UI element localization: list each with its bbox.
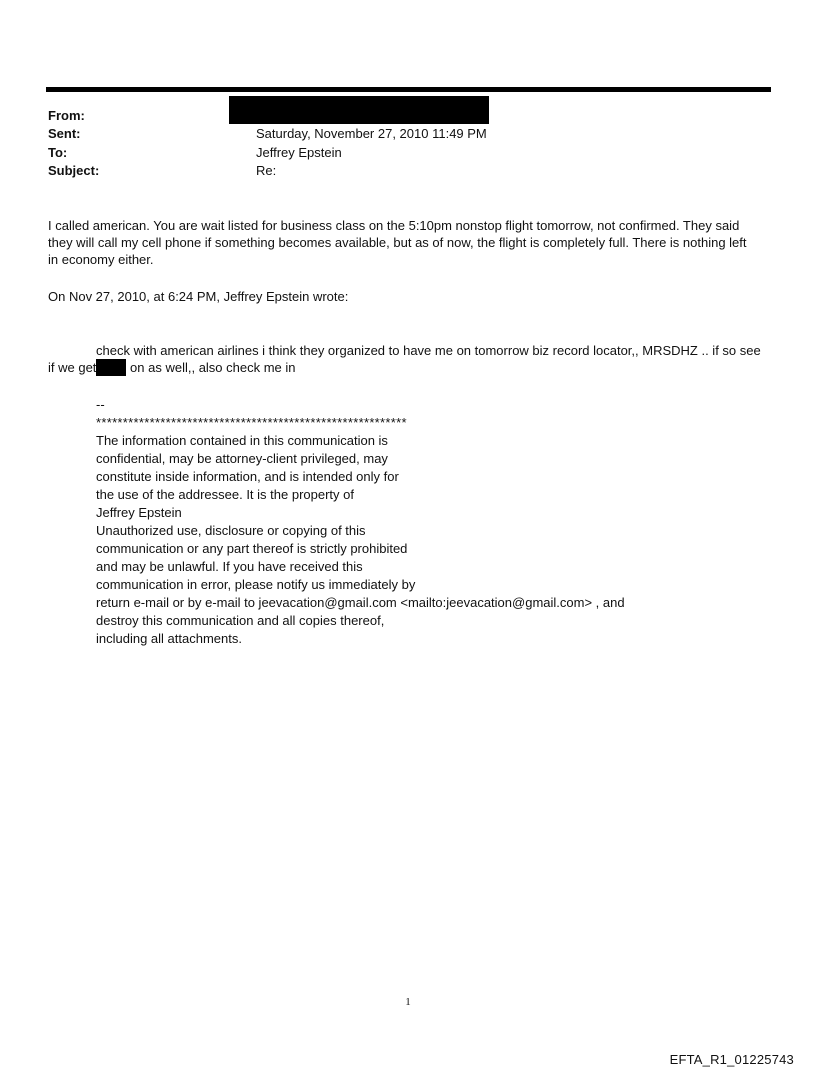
message-body: I called american. You are wait listed for business class on the 5:10pm nonstop flight tomorrow, not confirmed. They said they will call my cell phone if something becomes available, but as of now, the flight is completely full. There is nothing left in economy either. — [48, 218, 747, 267]
disclaimer-line: Jeffrey Epstein — [96, 505, 182, 520]
sent-value: Saturday, November 27, 2010 11:49 PM — [256, 126, 487, 141]
subject-value: Re: — [256, 163, 277, 178]
signature-stars: ********************************************************** — [96, 415, 407, 430]
disclaimer-line: including all attachments. — [96, 631, 242, 646]
from-redaction — [229, 96, 489, 124]
disclaimer-line: return e-mail or by e-mail to jeevacation@gmail.com <mailto:jeevacation@gmail.com> , and — [96, 595, 625, 610]
disclaimer-line: the use of the addressee. It is the property of — [96, 487, 354, 502]
quoted-text-part1: check with american airlines i think they organized to have me on tomorrow biz record locator,, MRSDHZ .. if so see if we get — [48, 343, 761, 375]
quoted-message — [48, 342, 763, 376]
subject-label: Subject: — [48, 163, 100, 178]
header-rule — [46, 87, 771, 92]
disclaimer-line: communication in error, please notify us immediately by — [96, 577, 416, 592]
disclaimer-line: destroy this communication and all copies thereof, — [96, 613, 385, 628]
disclaimer-line: and may be unlawful. If you have received this — [96, 559, 363, 574]
disclaimer-line: communication or any part thereof is strictly prohibited — [96, 541, 408, 556]
quoted-text-part2: on as well,, also check me in — [130, 360, 296, 375]
signature-block — [96, 396, 716, 648]
quote-intro: On Nov 27, 2010, at 6:24 PM, Jeffrey Epstein wrote: — [48, 289, 349, 304]
from-label: From: — [48, 108, 85, 123]
to-value: Jeffrey Epstein — [256, 145, 342, 160]
inline-redaction — [96, 359, 126, 376]
disclaimer-line: Unauthorized use, disclosure or copying of this — [96, 523, 366, 538]
disclaimer-line: The information contained in this communication is — [96, 433, 388, 448]
disclaimer-line: constitute inside information, and is intended only for — [96, 469, 399, 484]
disclaimer-line: confidential, may be attorney-client privileged, may — [96, 451, 388, 466]
sent-label: Sent: — [48, 126, 81, 141]
page-number: 1 — [405, 996, 411, 1008]
bates-number: EFTA_R1_01225743 — [669, 1052, 794, 1067]
signature-dashes: -- — [96, 397, 105, 412]
to-label: To: — [48, 145, 68, 160]
